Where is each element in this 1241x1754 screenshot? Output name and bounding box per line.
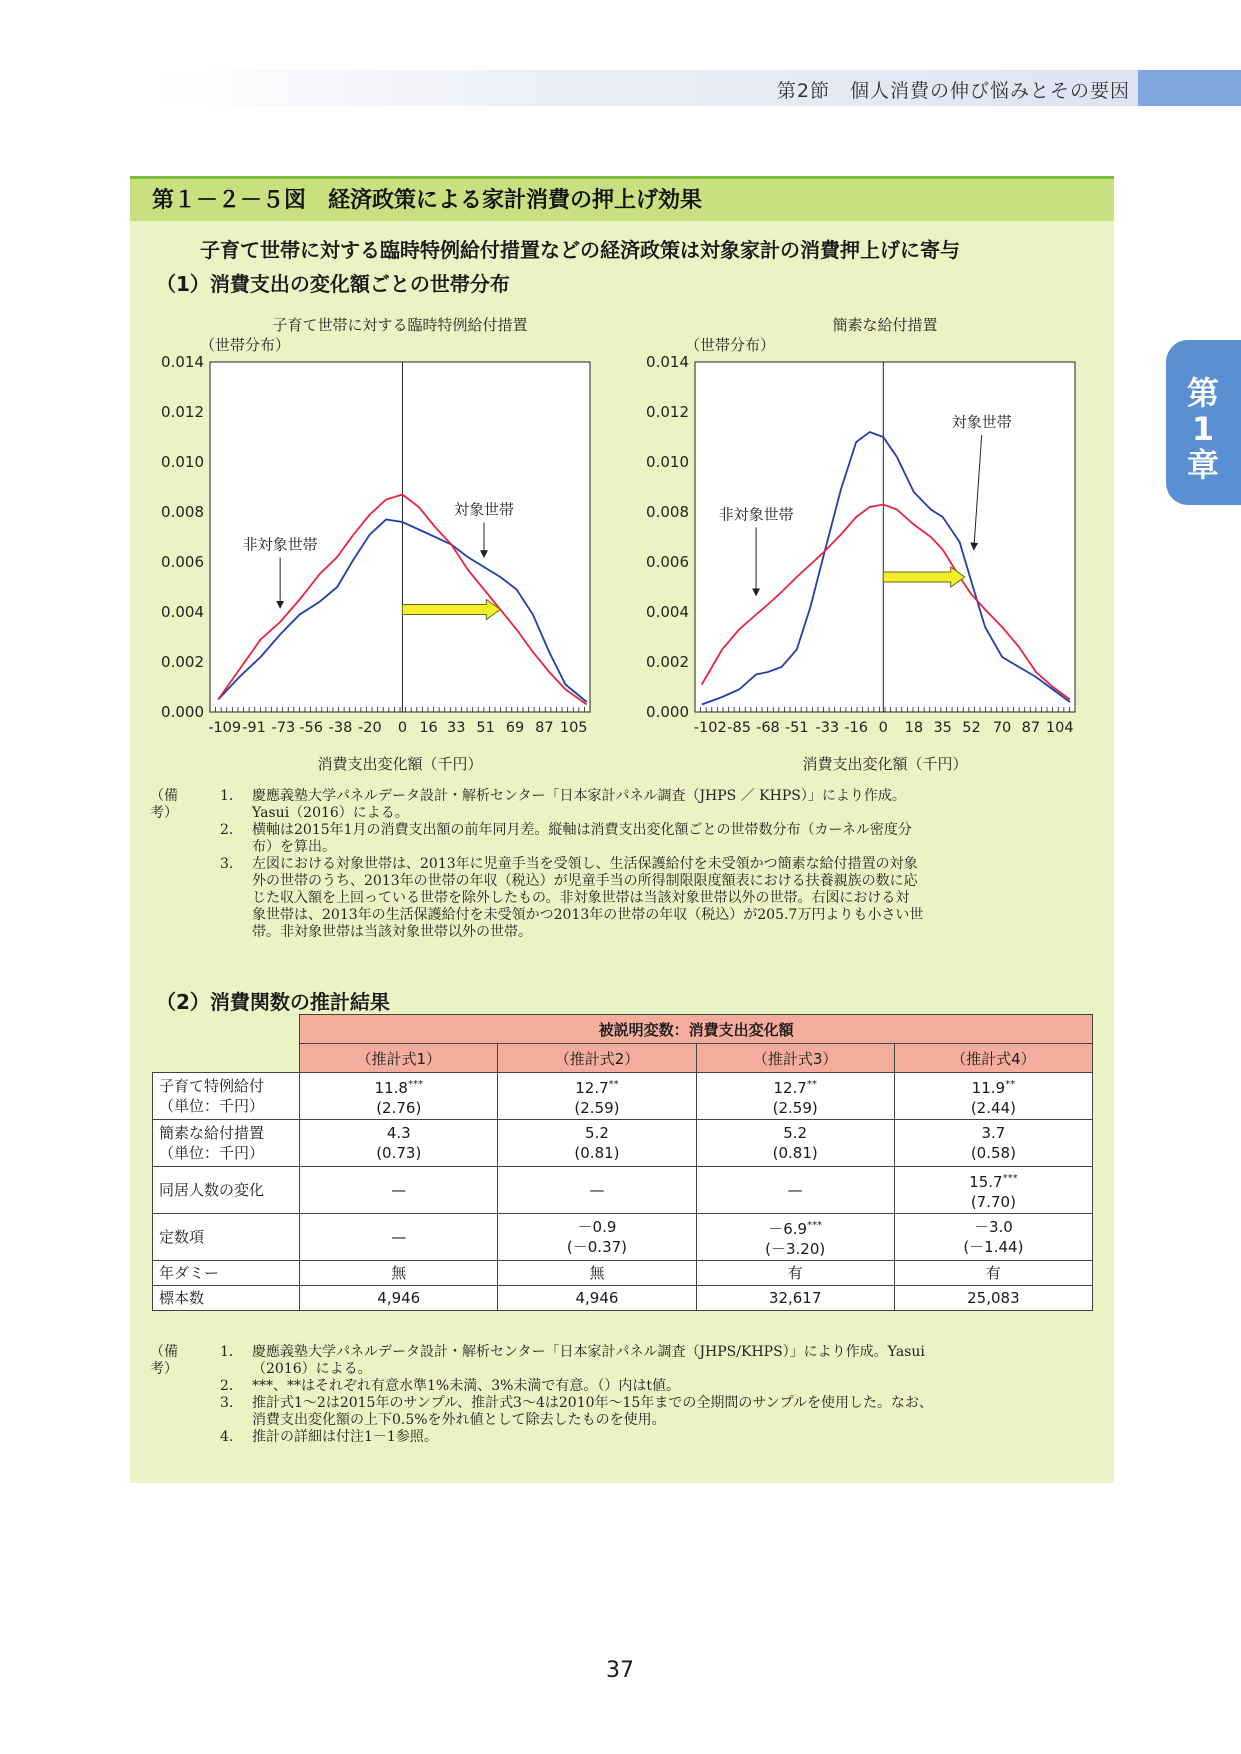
t-value: (2.59) xyxy=(574,1098,620,1117)
plot-area xyxy=(695,362,1075,712)
coefficient: — xyxy=(391,1181,407,1199)
coefficient: 4,946 xyxy=(575,1289,619,1307)
coefficient: 11.9 xyxy=(971,1078,1006,1097)
row-label-line: 子育て特例給付 xyxy=(159,1077,265,1095)
t-value: (2.44) xyxy=(970,1098,1016,1117)
table-cell xyxy=(894,1167,1092,1214)
note-number: 2． xyxy=(220,1378,243,1394)
table-cell xyxy=(498,1120,696,1167)
cell-value xyxy=(498,1288,695,1308)
x-tick-label: -20 xyxy=(357,720,382,736)
y-tick-label: 0.012 xyxy=(646,403,689,421)
significance-stars: *** xyxy=(407,1078,423,1090)
table-cell xyxy=(300,1167,498,1214)
note-number: 1． xyxy=(220,788,243,804)
row-label-line: （単位：千円） xyxy=(159,1144,265,1162)
cell-value xyxy=(300,1288,497,1308)
t-value: (2.59) xyxy=(772,1098,818,1117)
table-cell xyxy=(498,1073,696,1120)
coefficient: －0.9 xyxy=(577,1218,617,1236)
cell-value xyxy=(300,1227,497,1247)
row-label xyxy=(153,1073,300,1120)
t-value: (0.58) xyxy=(970,1144,1016,1162)
chapter-tab-char-3: 章 xyxy=(1186,446,1219,484)
note-line: 推計の詳細は付注1－1参照。 xyxy=(252,1429,438,1445)
y-tick-label: 0.014 xyxy=(161,353,204,371)
cell-value xyxy=(498,1217,695,1237)
t-value: (0.73) xyxy=(376,1144,422,1162)
coefficient: 15.7 xyxy=(969,1172,1003,1191)
y-tick-label: 0.010 xyxy=(161,453,204,471)
table-cell xyxy=(300,1261,498,1286)
significance-stars: ** xyxy=(608,1078,619,1090)
note-line: 外の世帯のうち、2013年の世帯の年収（税込）が児童手当の所得制限限度額表における扶養親族の数に応 xyxy=(252,873,918,889)
x-tick-label: 87 xyxy=(535,720,554,736)
column-header-2: （推計式2） xyxy=(498,1044,696,1073)
y-tick-label: 0.002 xyxy=(161,653,204,671)
notes-label: （備考） xyxy=(150,788,178,821)
chapter-tab-char-2: 1 xyxy=(1191,410,1215,448)
annotation-label: 対象世帯 xyxy=(453,500,514,519)
y-axis-label: （世帯分布） xyxy=(200,336,291,354)
coefficient: －6.9 xyxy=(768,1219,808,1238)
column-header-1: （推計式1） xyxy=(300,1044,498,1073)
coefficient: 4,946 xyxy=(377,1289,421,1307)
annotation-label: 対象世帯 xyxy=(951,413,1012,431)
coefficient: 25,083 xyxy=(967,1289,1020,1307)
annotation-label: 非対象世帯 xyxy=(242,535,318,554)
coefficient: — xyxy=(589,1181,605,1199)
cell-value xyxy=(697,1216,894,1239)
y-tick-label: 0.008 xyxy=(646,503,689,521)
table-row xyxy=(153,1261,1093,1286)
coefficient: 有 xyxy=(985,1264,1001,1282)
coefficient: 12.7 xyxy=(773,1078,807,1097)
table-cell xyxy=(696,1261,894,1286)
coefficient: 無 xyxy=(391,1264,407,1282)
x-tick-label: 0 xyxy=(878,720,888,736)
notes-label: （備考） xyxy=(150,1344,178,1377)
cell-value xyxy=(697,1075,894,1098)
note-line: 帯。非対象世帯は当該対象世帯以外の世帯。 xyxy=(252,924,532,940)
significance-stars: ** xyxy=(1005,1078,1016,1090)
x-tick-label: 35 xyxy=(933,720,952,736)
chart-title: 子育て世帯に対する臨時特例給付措置 xyxy=(272,316,528,334)
cell-value xyxy=(300,1123,497,1143)
x-axis-label: 消費支出変化額（千円） xyxy=(317,755,483,773)
table-cell xyxy=(498,1286,696,1311)
note-number: 1． xyxy=(220,1344,243,1360)
table-cell xyxy=(696,1286,894,1311)
cell-value xyxy=(498,1075,695,1098)
x-tick-label: 52 xyxy=(962,720,981,736)
row-label-line: 年ダミー xyxy=(159,1264,220,1282)
note-number: 4． xyxy=(220,1429,243,1445)
table-cell xyxy=(696,1073,894,1120)
note-line: じた収入額を上回っている世帯を除外したもの。非対象世帯は当該対象世帯以外の世帯。右図における対 xyxy=(252,890,910,906)
x-axis-label: 消費支出変化額（千円） xyxy=(802,755,968,773)
row-label-line: 定数項 xyxy=(159,1228,205,1246)
x-tick-label: -73 xyxy=(271,720,296,736)
y-tick-label: 0.006 xyxy=(646,553,689,571)
x-tick-label: 69 xyxy=(505,720,525,736)
cell-value xyxy=(895,1169,1092,1192)
x-tick-label: 87 xyxy=(1021,720,1041,736)
row-label xyxy=(153,1167,300,1214)
row-label xyxy=(153,1214,300,1261)
table-cell xyxy=(894,1073,1092,1120)
x-tick-label: -85 xyxy=(727,720,751,736)
chart-title: 簡素な給付措置 xyxy=(832,316,938,334)
y-tick-label: 0.000 xyxy=(646,703,689,721)
table-cell xyxy=(300,1120,498,1167)
figure-title: 第１－２－５図 経済政策による家計消費の押上げ効果 xyxy=(152,188,703,213)
y-tick-label: 0.008 xyxy=(161,503,204,521)
x-tick-label: -51 xyxy=(784,720,809,736)
x-tick-label: -33 xyxy=(815,720,840,736)
cell-value xyxy=(895,1288,1092,1308)
x-tick-label: 0 xyxy=(397,720,408,736)
note-line: 布）を算出。 xyxy=(252,839,336,855)
table-cell xyxy=(498,1261,696,1286)
note-number: 3． xyxy=(220,1395,243,1411)
t-value: (－3.20) xyxy=(765,1239,826,1258)
row-label xyxy=(153,1120,300,1167)
coefficient: 11.8 xyxy=(374,1078,408,1097)
table-cell xyxy=(498,1214,696,1261)
t-value: (0.81) xyxy=(574,1144,620,1162)
table-row xyxy=(153,1286,1093,1311)
annotation-label: 非対象世帯 xyxy=(718,505,794,524)
y-tick-label: 0.002 xyxy=(646,653,689,671)
table-cell xyxy=(498,1167,696,1214)
x-tick-label: 16 xyxy=(419,720,438,736)
coefficient: 5.2 xyxy=(783,1124,808,1142)
column-header-4: （推計式4） xyxy=(894,1044,1092,1073)
density-charts xyxy=(130,300,1114,780)
cell-value xyxy=(697,1288,894,1308)
cell-value xyxy=(697,1263,894,1283)
header-accent-block xyxy=(1138,70,1241,106)
coefficient: －3.0 xyxy=(973,1218,1013,1236)
regression-table xyxy=(152,1014,1093,1311)
t-value: (0.81) xyxy=(772,1144,818,1162)
table-cell xyxy=(696,1120,894,1167)
note-line: Yasui（2016）による。 xyxy=(252,805,409,821)
x-tick-label: 51 xyxy=(476,720,495,736)
table-cell xyxy=(894,1214,1092,1261)
x-tick-label: 18 xyxy=(904,720,924,736)
page-number: 37 xyxy=(606,1658,634,1683)
x-tick-label: -109 xyxy=(208,720,242,736)
row-label-line: 簡素な給付措置 xyxy=(159,1124,265,1142)
t-value: (7.70) xyxy=(970,1192,1016,1211)
note-line: （2016）による。 xyxy=(252,1361,372,1377)
x-tick-label: 33 xyxy=(447,720,466,736)
y-tick-label: 0.004 xyxy=(161,603,204,621)
y-tick-label: 0.004 xyxy=(646,603,689,621)
significance-stars: *** xyxy=(1002,1172,1018,1184)
note-line: 横軸は2015年1月の消費支出額の前年同月差。縦軸は消費支出変化額ごとの世帯数分布（カーネル密度分 xyxy=(252,822,912,838)
x-tick-label: 70 xyxy=(992,720,1012,736)
cell-value xyxy=(697,1180,894,1200)
t-value: (－1.44) xyxy=(963,1238,1024,1256)
row-label xyxy=(153,1286,300,1311)
x-tick-label: -38 xyxy=(328,720,353,736)
figure-subtitle: 子育て世帯に対する臨時特例給付措置などの経済政策は対象家計の消費押上げに寄与 xyxy=(200,238,960,262)
x-tick-label: -16 xyxy=(844,720,869,736)
coefficient: — xyxy=(787,1181,803,1199)
y-tick-label: 0.014 xyxy=(646,353,689,371)
significance-stars: ** xyxy=(806,1078,817,1090)
note-line: 慶應義塾大学パネルデータ設計・解析センター「日本家計パネル調査（JHPS/KHPS）」により作成。Yasui xyxy=(252,1344,925,1360)
x-tick-label: 104 xyxy=(1045,720,1074,736)
table-cell xyxy=(300,1073,498,1120)
note-number: 2． xyxy=(220,822,243,838)
cell-value xyxy=(498,1180,695,1200)
t-value: (－0.37) xyxy=(566,1238,628,1256)
x-tick-label: 105 xyxy=(559,720,588,736)
coefficient: 無 xyxy=(589,1264,605,1282)
note-line: ***、**はそれぞれ有意水準1%未満、3%未満で有意。（）内はt値。 xyxy=(252,1378,681,1394)
x-tick-label: -91 xyxy=(242,720,266,736)
note-line: 左図における対象世帯は、2013年に児童手当を受領し、生活保護給付を未受領かつ簡素な給付措置の対象 xyxy=(252,856,918,872)
table-cell xyxy=(696,1214,894,1261)
y-tick-label: 0.006 xyxy=(161,553,204,571)
y-tick-label: 0.010 xyxy=(646,453,689,471)
section-header-title: 第2節 個人消費の伸び悩みとその要因 xyxy=(776,80,1130,102)
y-tick-label: 0.000 xyxy=(161,703,204,721)
table-row xyxy=(153,1214,1093,1261)
cell-value xyxy=(895,1263,1092,1283)
coefficient: 3.7 xyxy=(981,1124,1006,1142)
table-cell xyxy=(894,1286,1092,1311)
chapter-tab-label xyxy=(1178,375,1228,483)
table-cell xyxy=(696,1167,894,1214)
cell-value xyxy=(300,1263,497,1283)
cell-value xyxy=(895,1217,1092,1237)
row-label-line: 同居人数の変化 xyxy=(159,1181,265,1199)
chapter-tab xyxy=(1166,340,1241,505)
column-header-3: （推計式3） xyxy=(696,1044,894,1073)
y-axis-label: （世帯分布） xyxy=(685,336,776,354)
chapter-tab-char-1: 第 xyxy=(1186,374,1219,412)
y-tick-label: 0.012 xyxy=(161,403,204,421)
table-row xyxy=(153,1167,1093,1214)
row-label-line: 標本数 xyxy=(159,1289,205,1307)
cell-value xyxy=(697,1123,894,1143)
note-number: 3． xyxy=(220,856,243,872)
section2-title: （2）消費関数の推計結果 xyxy=(156,990,390,1014)
coefficient: 12.7 xyxy=(575,1078,609,1097)
note-line: 慶應義塾大学パネルデータ設計・解析センター「日本家計パネル調査（JHPS ／ KHPS）」により作成。 xyxy=(252,788,906,804)
coefficient: 32,617 xyxy=(768,1289,822,1307)
regression-table-body xyxy=(153,1073,1093,1311)
cell-value xyxy=(895,1123,1092,1143)
cell-value xyxy=(895,1075,1092,1098)
note-line: 象世帯は、2013年の生活保護給付を未受領かつ2013年の世帯の年収（税込）が205.7万円よりも小さい世 xyxy=(252,907,924,923)
note-line: 消費支出変化額の上下0.5%を外れ値として除去したものを使用。 xyxy=(252,1412,666,1428)
section1-title: （1）消費支出の変化額ごとの世帯分布 xyxy=(156,272,510,296)
dependent-variable-header: 被説明変数：消費支出変化額 xyxy=(300,1015,1093,1044)
note-line: 推計式1～2は2015年のサンプル、推計式3～4は2010年～15年までの全期間のサンプルを使用した。なお、 xyxy=(252,1395,934,1411)
cell-value xyxy=(498,1123,695,1143)
row-label xyxy=(153,1261,300,1286)
table-cell xyxy=(300,1214,498,1261)
cell-value xyxy=(300,1180,497,1200)
coefficient: 有 xyxy=(787,1264,803,1282)
row-label-line: （単位：千円） xyxy=(159,1097,265,1115)
coefficient: — xyxy=(391,1228,407,1246)
x-tick-label: -56 xyxy=(299,720,323,736)
table-row xyxy=(153,1120,1093,1167)
x-tick-label: -68 xyxy=(756,720,780,736)
cell-value xyxy=(498,1263,695,1283)
cell-value xyxy=(300,1075,497,1098)
table-row xyxy=(153,1073,1093,1120)
table-cell xyxy=(894,1120,1092,1167)
coefficient: 5.2 xyxy=(585,1124,609,1142)
table-cell xyxy=(894,1261,1092,1286)
x-tick-label: -102 xyxy=(693,720,727,736)
t-value: (2.76) xyxy=(376,1098,422,1117)
table-cell xyxy=(300,1286,498,1311)
coefficient: 4.3 xyxy=(386,1124,411,1142)
significance-stars: *** xyxy=(807,1219,823,1231)
